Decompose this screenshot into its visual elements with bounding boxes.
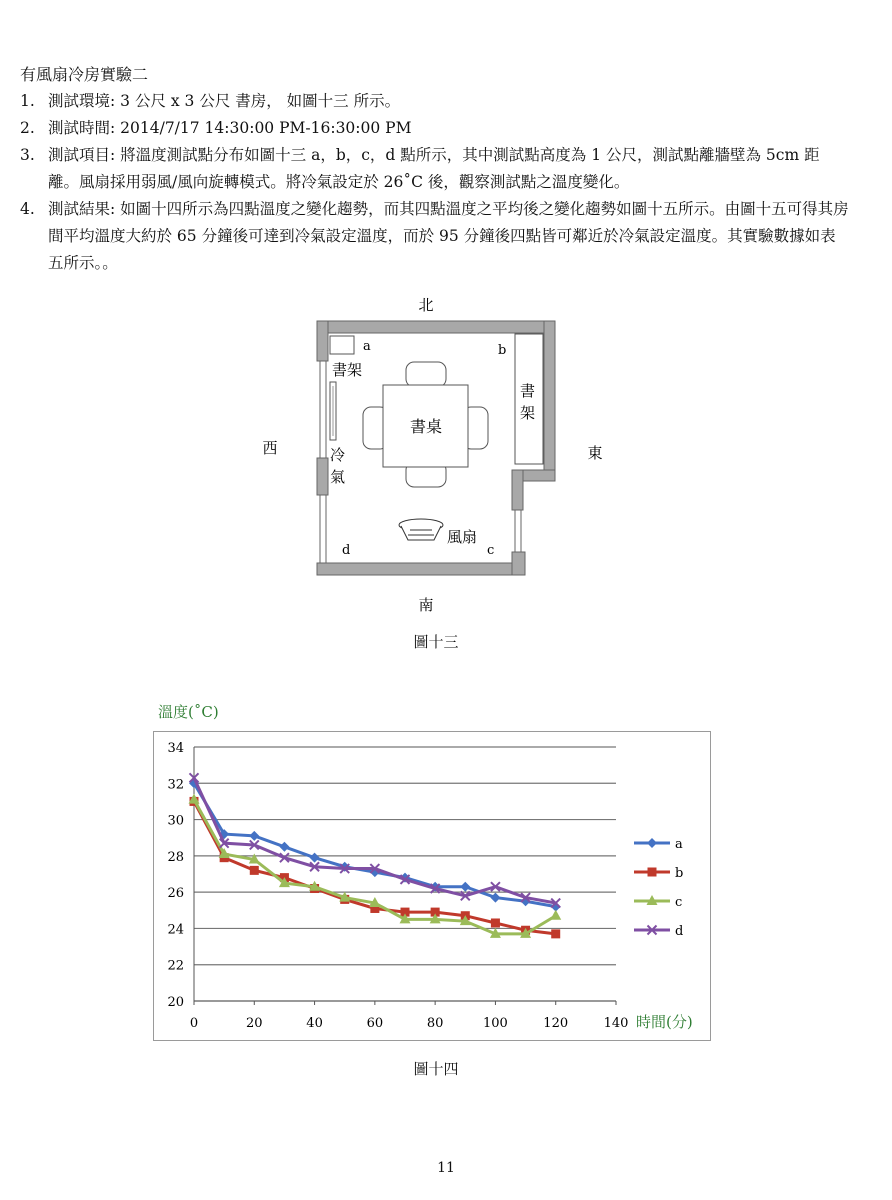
data-point [279, 842, 289, 852]
y-tick-label: 28 [167, 849, 184, 865]
item-number: 4. [20, 200, 35, 218]
item-list [20, 88, 850, 277]
x-tick-label: 140 [603, 1016, 629, 1031]
floor-plan-diagram [250, 290, 650, 620]
data-point [249, 831, 259, 841]
compass-south: 南 [418, 596, 434, 614]
bookshelf-left-label: 書架 [332, 361, 363, 379]
temperature-chart [140, 695, 740, 1055]
x-tick-label: 120 [543, 1016, 569, 1031]
x-tick-label: 80 [426, 1016, 444, 1031]
legend-item [634, 924, 683, 939]
y-tick-label: 24 [167, 922, 184, 938]
x-tick-label: 60 [366, 1016, 384, 1031]
list-item [20, 115, 850, 142]
data-point [491, 918, 500, 927]
y-tick-labels [167, 741, 184, 1010]
compass-north: 北 [418, 296, 434, 314]
series-line [194, 778, 556, 903]
y-tick-label: 30 [167, 813, 184, 829]
list-item [20, 196, 850, 277]
ac-label-2: 氣 [330, 468, 346, 486]
data-point [310, 853, 320, 863]
fan-icon [399, 519, 443, 540]
y-tick-label: 34 [167, 741, 184, 756]
item-number: 1. [20, 92, 35, 110]
point-d-label: d [342, 543, 351, 558]
legend-label: c [675, 895, 683, 910]
y-axis-label: 溫度(˚C) [158, 703, 219, 721]
y-tick-label: 32 [167, 777, 184, 793]
figure-13-caption: 圖十三 [413, 633, 459, 651]
point-b-label: b [498, 343, 507, 358]
list-item [20, 88, 850, 115]
legend-item [634, 866, 683, 881]
y-tick-label: 22 [167, 958, 184, 974]
ac-label-1: 冷 [330, 446, 346, 464]
x-tick-label: 100 [483, 1016, 508, 1031]
item-text: 測試項目: 將溫度測試點分布如圖十三 a，b，c，d 點所示，其中測試點高度為 1 公尺，測試點離牆壁為 5cm 距離。風扇採用弱風/風向旋轉模式。將冷氣設定於 26˚C 後，觀察測試點之溫度變化。 [48, 146, 820, 191]
data-point [250, 866, 259, 875]
legend-item [634, 837, 683, 852]
x-tick-label: 40 [306, 1016, 323, 1031]
legend-item [634, 895, 682, 910]
item-text: 測試環境: 3 公尺 x 3 公尺 書房， 如圖十三 所示。 [48, 92, 401, 110]
x-tick-label: 0 [189, 1016, 199, 1031]
point-c-label: c [487, 543, 495, 558]
y-tick-label: 26 [167, 886, 184, 902]
data-point [647, 838, 657, 848]
data-point [551, 929, 560, 938]
item-number: 3. [20, 146, 35, 164]
section-heading: 有風扇冷房實驗二 [20, 65, 149, 84]
y-tick-label: 20 [167, 995, 184, 1010]
fan-label: 風扇 [447, 528, 478, 546]
x-tick-label: 20 [246, 1016, 263, 1031]
data-point [340, 862, 350, 872]
item-number: 2. [20, 119, 35, 137]
item-text: 測試結果: 如圖十四所示為四點溫度之變化趨勢，而其四點溫度之平均後之變化趨勢如圖十五所示。由圖十五可得其房間平均溫度大約於 65 分鐘後可達到冷氣設定溫度，而於 95 分鐘後四點皆可鄰近於冷氣設定溫度。其實驗數據如表五所示。。 [48, 200, 849, 272]
page-number: 11 [437, 1160, 455, 1176]
desk-label: 書桌 [409, 417, 443, 436]
figure-14-caption: 圖十四 [413, 1060, 459, 1078]
data-point [648, 868, 657, 877]
legend-label: d [675, 924, 684, 939]
series-d [190, 773, 561, 907]
bookshelf-right-label-2: 架 [520, 404, 536, 422]
legend-label: a [675, 837, 683, 852]
compass-east: 東 [587, 444, 603, 462]
bookshelf-left-box [330, 336, 354, 354]
item-text: 測試時間: 2014/7/17 14:30:00 PM-16:30:00 PM [48, 119, 412, 137]
point-a-label: a [363, 339, 371, 354]
chart-legend [634, 837, 683, 939]
legend-label: b [675, 866, 684, 881]
x-tick-labels [190, 1016, 629, 1031]
compass-west: 西 [262, 439, 278, 457]
x-axis-label: 時間(分) [636, 1013, 693, 1031]
data-point [460, 882, 470, 892]
data-point [490, 893, 500, 903]
list-item [20, 142, 850, 196]
data-point [550, 910, 561, 920]
bookshelf-right-label-1: 書 [520, 382, 536, 400]
